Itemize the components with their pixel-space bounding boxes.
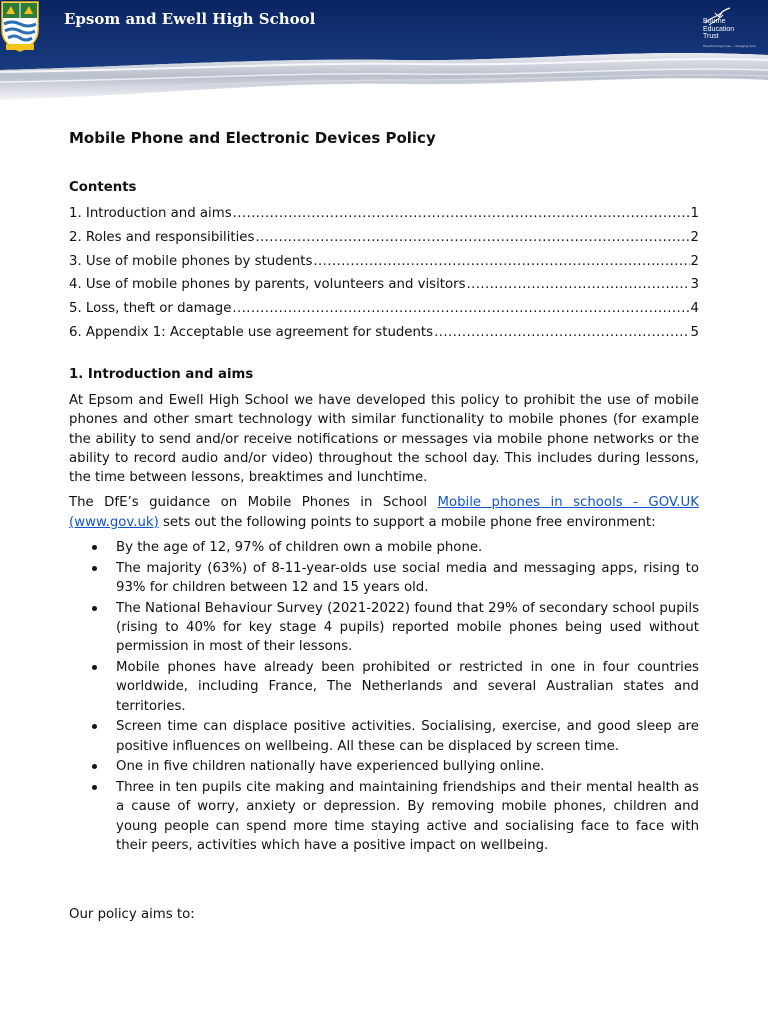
trust-logo	[703, 7, 761, 51]
intro-paragraph: At Epsom and Ewell High School we have developed this policy to prohibit the use of mobile phones and other smart technology with similar functionality to mobile phones (for example the ability to send and/or receive notifications or messages via mobile phone networks or the ability to record audio and/or video) throughout the school day. This includes during lessons, the time between lessons, breaktimes and lunchtime.	[69, 392, 699, 486]
toc-entry[interactable]	[69, 323, 699, 343]
trust-name-line1: Bourne	[703, 18, 726, 25]
table-of-contents	[69, 204, 699, 343]
list-item: Mobile phones have already been prohibited or restricted in one in four countries worldwide, including France, The Netherlands and several Australian states and territories.	[116, 658, 699, 716]
toc-entry[interactable]	[69, 228, 699, 248]
section-heading: 1. Introduction and aims	[69, 366, 254, 382]
facts-list	[69, 538, 699, 855]
guidance-suffix: sets out the following points to support a mobile phone free environment:	[158, 514, 656, 530]
toc-page: 3	[690, 277, 699, 293]
list-item: The majority (63%) of 8-11-year-olds use social media and messaging apps, rising to 93% for children between 12 and 15 years old.	[116, 559, 699, 598]
list-item: By the age of 12, 97% of children own a mobile phone.	[116, 538, 699, 557]
toc-page: 2	[690, 229, 699, 245]
govuk-link[interactable]: Mobile phones in schools - GOV.UK (www.gov.uk)	[69, 495, 699, 530]
aims-intro: Our policy aims to:	[69, 907, 195, 923]
guidance-paragraph	[69, 493, 699, 532]
list-item: One in five children nationally have experienced bullying online.	[116, 757, 699, 776]
document-title: Mobile Phone and Electronic Devices Policy	[69, 129, 436, 147]
toc-page: 5	[690, 324, 699, 340]
header-banner	[0, 0, 768, 105]
toc-label: 1. Introduction and aims	[69, 206, 232, 221]
toc-entry[interactable]	[69, 252, 699, 272]
school-crest-icon	[0, 0, 40, 52]
trust-name-line3: Trust	[703, 33, 719, 40]
list-item: Screen time can displace positive activities. Socialising, exercise, and good sleep are positive influences on wellbeing. All these can be displaced by screen time.	[116, 717, 699, 756]
trust-tagline: Transforming lives... changing lives	[703, 44, 756, 48]
toc-label: 3. Use of mobile phones by students	[69, 253, 313, 269]
contents-heading: Contents	[69, 180, 137, 195]
trust-name-line2: Education	[703, 25, 735, 33]
list-item: The National Behaviour Survey (2021-2022) found that 29% of secondary school pupils (rising to 40% for key stage 4 pupils) reported mobile phones being used without permission in most of their lessons.	[116, 599, 699, 657]
toc-page: 1	[690, 206, 699, 221]
list-item: Three in ten pupils cite making and maintaining friendships and their mental health as a cause of worry, anxiety or depression. By removing mobile phones, children and young people can spend more time staying active and socialising face to face with their peers, activities which have a positive impact on wellbeing.	[116, 778, 699, 855]
school-name: Epsom and Ewell High School	[64, 10, 316, 28]
toc-page: 4	[690, 301, 699, 317]
document-body	[69, 128, 699, 930]
toc-entry[interactable]	[69, 204, 699, 224]
toc-label: 4. Use of mobile phones by parents, volunteers and visitors	[69, 277, 466, 293]
toc-entry[interactable]	[69, 299, 699, 319]
toc-label: 6. Appendix 1: Acceptable use agreement for students	[69, 324, 434, 340]
guidance-prefix: The DfE’s guidance on Mobile Phones in School	[69, 495, 438, 511]
toc-label: 5. Loss, theft or damage	[69, 301, 232, 317]
toc-page: 2	[690, 253, 699, 269]
toc-entry[interactable]	[69, 275, 699, 295]
toc-label: 2. Roles and responsibilities	[69, 229, 255, 245]
